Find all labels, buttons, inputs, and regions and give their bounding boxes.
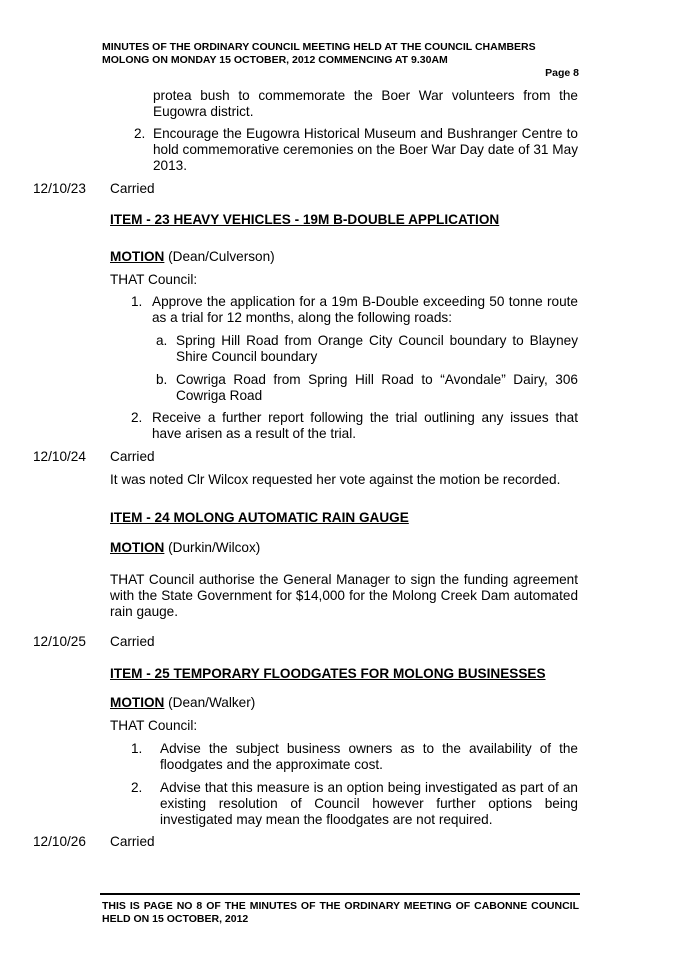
resolution-number: 12/10/24 (33, 449, 86, 464)
list-item-text: Advise that this measure is an option being investigated as part of an existing resolution of Council however further options being investigated may mean the floodgates are not required. (160, 780, 578, 827)
list-number: 1. (131, 741, 143, 756)
motion-movers: (Dean/Walker) (164, 695, 256, 710)
sublist-item-text: Spring Hill Road from Orange City Council boundary to Blayney Shire Council boundary (176, 333, 578, 364)
list-number: 2. (131, 410, 143, 425)
list-number: 2. (131, 780, 143, 795)
resolution-number: 12/10/25 (33, 634, 86, 649)
sublist-item-text: Cowriga Road from Spring Hill Road to “Avondale” Dairy, 306 Cowriga Road (176, 372, 578, 403)
footer-divider (100, 893, 580, 895)
item-heading: ITEM - 24 MOLONG AUTOMATIC RAIN GAUGE (110, 510, 409, 525)
resolution-number: 12/10/23 (33, 181, 86, 196)
resolution-number: 12/10/26 (33, 834, 86, 849)
resolution-result: Carried (110, 449, 155, 464)
list-item-text: Receive a further report following the trial outlining any issues that have arisen as a result of the trial. (152, 410, 578, 441)
item-heading: ITEM - 23 HEAVY VEHICLES - 19M B-DOUBLE APPLICATION (110, 212, 500, 227)
continued-list-text: protea bush to commemorate the Boer War volunteers from the Eugowra district. (153, 88, 578, 119)
motion-intro: THAT Council: (110, 718, 198, 733)
resolution-result: Carried (110, 834, 155, 849)
motion-text: THAT Council authorise the General Manager to sign the funding agreement with the State Government for $14,000 for the Molong Creek Dam automated rain gauge. (110, 572, 578, 619)
resolution-result: Carried (110, 634, 155, 649)
motion-line (110, 249, 275, 265)
header-title-line-1: MINUTES OF THE ORDINARY COUNCIL MEETING HELD AT THE COUNCIL CHAMBERS (102, 41, 536, 53)
sublist-letter: b. (156, 372, 168, 387)
motion-movers: (Durkin/Wilcox) (164, 540, 261, 555)
resolution-note: It was noted Clr Wilcox requested her vote against the motion be recorded. (110, 472, 561, 487)
list-number: 2. (134, 126, 146, 141)
sublist-letter: a. (156, 333, 168, 348)
list-item-text: Advise the subject business owners as to the availability of the floodgates and the approximate cost. (160, 741, 578, 772)
header-title-line-2: MOLONG ON MONDAY 15 OCTOBER, 2012 COMMENCING AT 9.30AM (102, 54, 448, 66)
list-item-text: Approve the application for a 19m B-Double exceeding 50 tonne route as a trial for 12 months, along the following roads: (152, 294, 578, 325)
motion-label: MOTION (110, 695, 165, 710)
item-heading: ITEM - 25 TEMPORARY FLOODGATES FOR MOLONG BUSINESSES (110, 666, 546, 681)
motion-intro: THAT Council: (110, 272, 198, 287)
motion-label: MOTION (110, 249, 165, 264)
list-item-text: Encourage the Eugowra Historical Museum and Bushranger Centre to hold commemorative ceremonies on the Boer War Day date of 31 May 2013. (153, 126, 578, 173)
motion-label: MOTION (110, 540, 165, 555)
footer-text: THIS IS PAGE NO 8 OF THE MINUTES OF THE ORDINARY MEETING OF CABONNE COUNCIL HELD ON 15 OCTOBER, 2012 (102, 900, 579, 925)
list-number: 1. (131, 294, 143, 309)
motion-movers: (Dean/Culverson) (164, 249, 275, 264)
resolution-result: Carried (110, 181, 155, 196)
page-number: Page 8 (545, 67, 579, 79)
motion-line (110, 540, 260, 556)
motion-line (110, 695, 255, 711)
